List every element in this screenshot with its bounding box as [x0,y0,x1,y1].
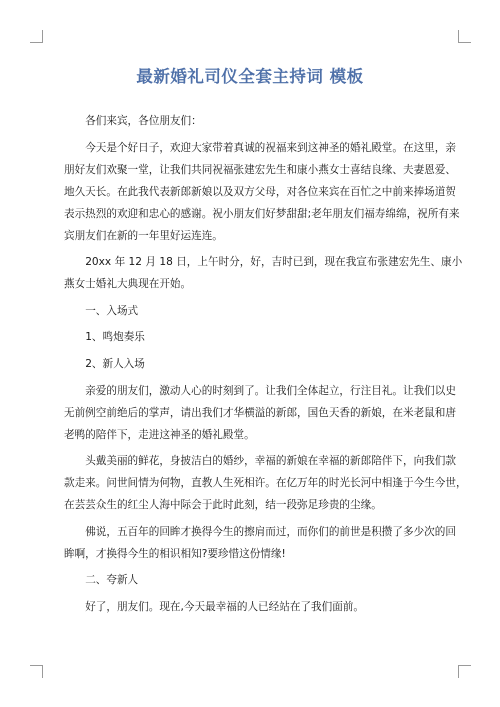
text-line: 地久天长。在此我代表新郎新娘以及双方父母，对各位来宾在百忙之中前来捧场道贺 [64,185,456,198]
crop-mark-top-right [458,30,471,43]
text-line: 今天是个好日子，欢迎大家带着真诚的祝福来到这神圣的婚礼殿堂。在这里，亲 [85,141,456,154]
crop-mark-bottom-left [30,665,43,678]
text-line: 好了，朋友们。现在,今天最幸福的人已经站在了我们面前。 [85,600,364,613]
text-line: 眸啊，才换得今生的相识相知?要珍惜这份情缘! [64,547,286,560]
text-line: 佛说，五百年的回眸才换得今生的擦肩而过，而你们的前世是积攒了多少次的回 [85,525,456,538]
document-title: 最新婚礼司仪全套主持词 模板 [136,67,364,86]
paragraph-buddha [64,521,456,565]
text-line: 表示热烈的欢迎和忠心的感谢。祝小朋友们好梦甜甜;老年朋友们福寿绵绵，祝所有来 [64,207,460,220]
crop-mark-bottom-right [458,665,471,678]
text-line: 在芸芸众生的红尘人海中际会于此时此刻，结一段弥足珍贵的尘缘。 [64,499,382,512]
text-line: 朋好友们欢聚一堂，让我们共同祝福张建宏先生和康小燕女士喜结良缘、夫妻恩爱、 [64,163,456,176]
paragraph-entrance [64,380,456,446]
document-body [64,110,467,623]
paragraph-praise [64,596,436,618]
text-line: 头戴美丽的鲜花，身披洁白的婚纱，幸福的新娘在幸福的新郎陪伴下，向我们款 [85,455,456,468]
paragraph-welcome [64,137,460,247]
text-line: 亲爱的朋友们，激动人心的时刻到了。让我们全体起立，行注目礼。让我们以史 [85,384,456,397]
list-item: 2、新人入场 [85,357,145,370]
text-line: 老鸭的陪伴下，走进这神圣的婚礼殿堂。 [64,428,255,441]
section-heading-praise: 二、夸新人 [85,574,139,587]
text-line: 宾朋友们在新的一年里好运连连。 [64,229,223,242]
crop-mark-top-left [30,30,43,43]
text-line: 款走来。问世间情为何物，直教人生死相许。在亿万年的时光长河中相逢于今生今世， [64,477,467,490]
paragraph-start [64,251,463,295]
paragraph-bride [64,450,467,516]
text-line: 燕女士婚礼大典现在开始。 [64,278,192,291]
text-line: 20xx 年 12 月 18 日，上午时分，好，吉时已到，现在我宣布张建宏先生、康小 [85,256,463,269]
greeting: 各们来宾，各位朋友们： [85,115,202,127]
list-item: 1、鸣炮奏乐 [85,331,145,344]
text-line: 无前例空前绝后的掌声，请出我们才华横溢的新郎，国色天香的新娘，在米老鼠和唐 [64,406,456,419]
section-heading-entrance: 一、入场式 [85,304,139,317]
